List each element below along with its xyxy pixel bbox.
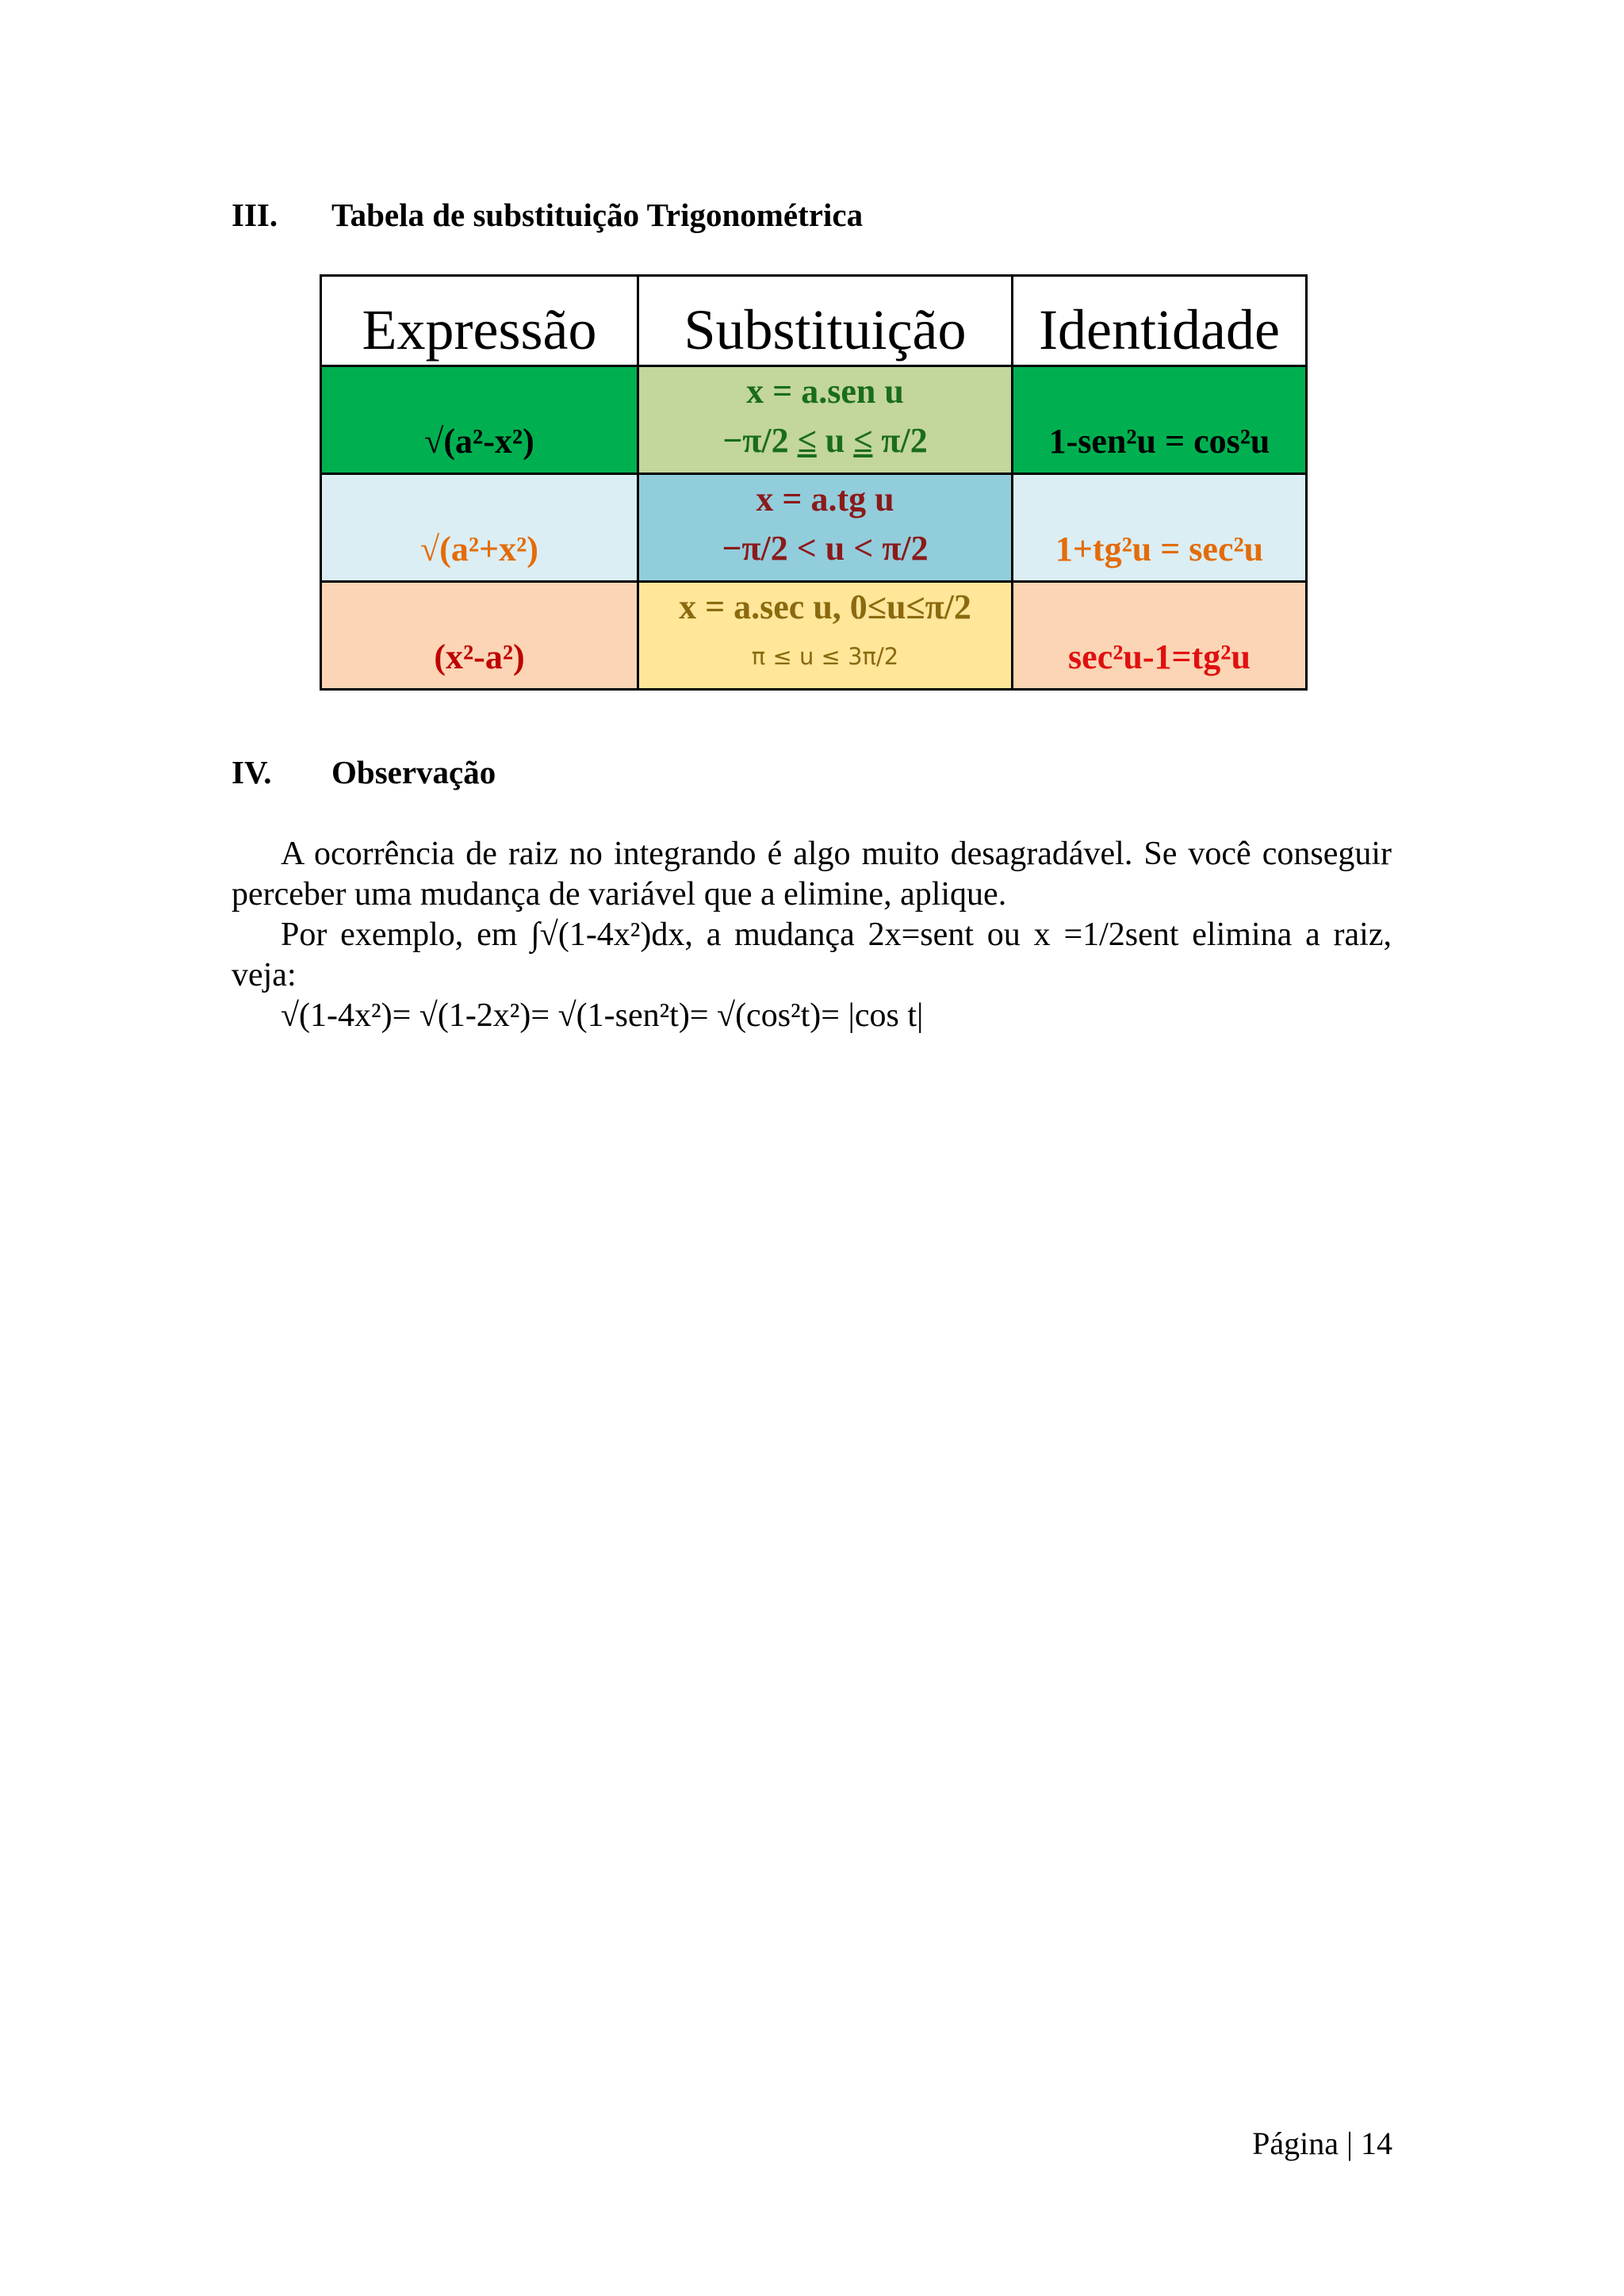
- identity-cell: 1+tg²u = sec²u: [1013, 474, 1307, 582]
- substitution-line: x = a.tg u: [756, 480, 894, 519]
- section-title: Tabela de substituição Trigonométrica: [331, 197, 864, 233]
- interval-line: −π/2 < u < π/2: [722, 529, 929, 568]
- trig-substitution-table: [320, 274, 1308, 691]
- section-number: III.: [232, 197, 278, 233]
- interval-line: π ≤ u ≤ 3π/2: [751, 643, 899, 670]
- page-number: Página | 14: [1252, 2126, 1392, 2161]
- paragraph: A ocorrência de raiz no integrando é algo muito desagradável. Se você conseguir perceber uma mudança de variável que a elimine, aplique.: [232, 836, 1392, 913]
- identity-cell: sec²u-1=tg²u: [1013, 582, 1307, 690]
- identity-cell: 1-sen²u = cos²u: [1013, 366, 1307, 474]
- header-substitution: Substituição: [638, 276, 1013, 366]
- substitution-cell: [638, 474, 1013, 582]
- substitution-cell: [638, 582, 1013, 690]
- substitution-cell: [638, 366, 1013, 474]
- table-row: [321, 474, 1307, 582]
- table-row: [321, 582, 1307, 690]
- section-number: IV.: [232, 754, 272, 790]
- substitution-line: x = a.sec u, 0≤u≤π/2: [679, 587, 971, 626]
- interval-line: −π/2 ≤ u ≤ π/2: [722, 421, 928, 460]
- expression-cell: (x²-a²): [321, 582, 638, 690]
- header-identity: Identidade: [1013, 276, 1307, 366]
- expression-cell: √(a²-x²): [321, 366, 638, 474]
- paragraph: Por exemplo, em ∫√(1-4x²)dx, a mudança 2x=sent ou x =1/2sent elimina a raiz, veja:: [232, 916, 1392, 993]
- section-heading-iv: [232, 753, 496, 791]
- paragraph: √(1-4x²)= √(1-2x²)= √(1-sen²t)= √(cos²t)= |cos t|: [281, 997, 924, 1034]
- table-header-row: [321, 276, 1307, 366]
- expression-cell: √(a²+x²): [321, 474, 638, 582]
- observation-body: [232, 834, 1392, 1036]
- table-row: [321, 366, 1307, 474]
- header-expression: Expressão: [321, 276, 638, 366]
- substitution-line: x = a.sen u: [746, 372, 904, 411]
- section-heading-iii: [232, 196, 863, 234]
- section-title: Observação: [331, 754, 496, 790]
